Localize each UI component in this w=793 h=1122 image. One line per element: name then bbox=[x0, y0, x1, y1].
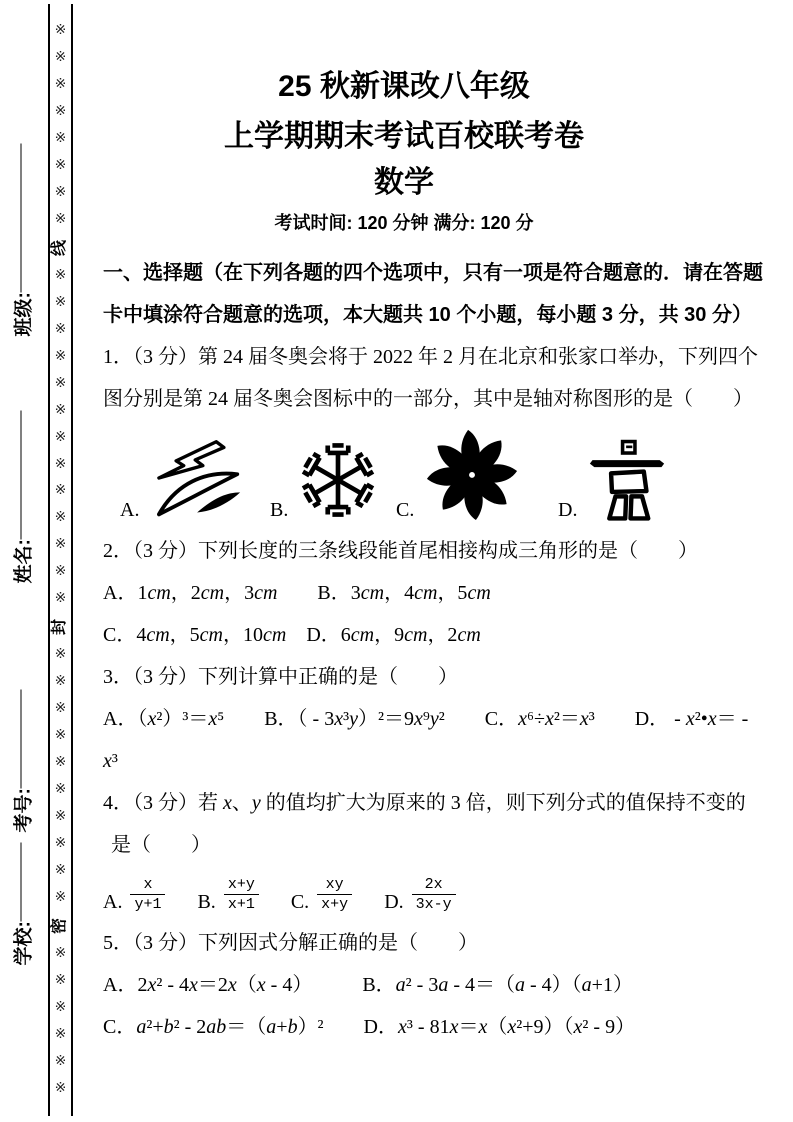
seal-word-char: 密 bbox=[51, 917, 69, 934]
ornate-snowflake-emblem-icon bbox=[295, 438, 381, 522]
q4-option-d-label: D. bbox=[384, 890, 404, 913]
field-exam-number bbox=[10, 690, 34, 833]
seal-mark: ※ bbox=[54, 1080, 67, 1096]
q4-option-b bbox=[197, 875, 258, 914]
q1-option-d-label: D. bbox=[558, 499, 578, 521]
question-flow bbox=[103, 252, 793, 1048]
fraction-denominator: 3x-y bbox=[412, 894, 456, 914]
fraction-denominator: x+y bbox=[317, 894, 352, 914]
q5-options-row1: A．2x² - 4x＝2x（x - 4） B．a² - 3a - 4＝（a - 4）（a+1） bbox=[103, 974, 633, 996]
q1-text-line1: 1．（3 分）第 24 届冬奥会将于 2022 年 2 月在北京和张家口举办，下列四个 bbox=[103, 346, 758, 368]
q4-option-a-label: A. bbox=[103, 890, 123, 913]
seal-mark: ※ bbox=[54, 1053, 67, 1069]
seal-mark: ※ bbox=[54, 537, 67, 553]
fraction-denominator: x+1 bbox=[224, 894, 259, 914]
seal-mark: ※ bbox=[54, 184, 67, 200]
q1-option-b-label: B. bbox=[270, 499, 289, 521]
q4-option-b-label: B. bbox=[197, 890, 216, 913]
seal-mark: ※ bbox=[54, 348, 67, 364]
seal-mark: ※ bbox=[54, 701, 67, 717]
seal-mark: ※ bbox=[54, 321, 67, 337]
seal-mark: ※ bbox=[54, 375, 67, 391]
flower-pinwheel-emblem-icon bbox=[421, 426, 523, 522]
q1-option-b bbox=[270, 438, 381, 522]
q2-options-row1: A．1cm，2cm，3cm B．3cm，4cm，5cm bbox=[103, 582, 491, 604]
q3-options-row1: A．（x²）³＝x⁵ B．（ - 3x³y）²＝9x⁹y² C．x⁶÷x²＝x³ D． - x²•x＝ - bbox=[103, 708, 749, 730]
fraction-numerator: x+y bbox=[227, 875, 255, 893]
seal-mark: ※ bbox=[54, 402, 67, 418]
field-class-blank bbox=[20, 144, 22, 293]
seal-mark: ※ bbox=[54, 211, 67, 227]
field-name bbox=[10, 411, 34, 584]
q1-text-line2: 图分别是第 24 届冬奥会图标中的一部分，其中是轴对称图形的是（ ） bbox=[103, 388, 753, 410]
fraction-denominator: y+1 bbox=[130, 894, 165, 914]
q4-option-a-fraction bbox=[130, 875, 165, 914]
seal-mark: ※ bbox=[54, 591, 67, 607]
exam-subject-title: 数学 bbox=[374, 166, 434, 199]
field-exam-number-blank bbox=[20, 690, 22, 789]
section1-heading-line1: 一、选择题（在下列各题的四个选项中，只有一项是符合题意的．请在答题 bbox=[103, 262, 763, 284]
section1-heading-line2: 卡中填涂符合题意的选项，本大题共 10 个小题，每小题 3 分，共 30 分） bbox=[103, 304, 752, 326]
swoosh-ribbon-emblem-icon bbox=[146, 436, 254, 522]
q1-option-c-label: C. bbox=[396, 499, 415, 521]
seal-word-char: 线 bbox=[51, 239, 69, 256]
q2-text: 2．（3 分）下列长度的三条线段能首尾相接构成三角形的是（ ） bbox=[103, 540, 698, 562]
seal-mark: ※ bbox=[54, 728, 67, 744]
q4-option-a bbox=[103, 875, 165, 914]
exam-title-line2: 上学期期末考试百校联考卷 bbox=[224, 120, 584, 153]
q4-option-c-fraction bbox=[317, 875, 352, 914]
q4-option-b-fraction bbox=[224, 875, 259, 914]
seal-mark: ※ bbox=[54, 456, 67, 472]
seal-mark: ※ bbox=[54, 23, 67, 38]
seal-mark: ※ bbox=[54, 647, 67, 663]
field-name-label: 姓名: bbox=[13, 539, 34, 584]
fraction-numerator: 2x bbox=[424, 875, 443, 893]
seal-mark: ※ bbox=[54, 972, 67, 988]
q4-option-d bbox=[384, 875, 455, 914]
seal-mark: ※ bbox=[54, 836, 67, 852]
seal-mark: ※ bbox=[54, 267, 67, 283]
seal-mark: ※ bbox=[54, 294, 67, 310]
q5-options-row2: C．a²+b² - 2ab＝（a+b）² D．x³ - 81x＝x（x²+9）（x² - 9） bbox=[103, 1016, 636, 1038]
seal-mark: ※ bbox=[54, 157, 67, 173]
field-class bbox=[10, 144, 34, 337]
field-exam-number-label: 考号: bbox=[13, 788, 34, 833]
seal-mark: ※ bbox=[54, 863, 67, 879]
seal-mark: ※ bbox=[54, 429, 67, 445]
q4-options-row bbox=[103, 866, 793, 922]
fraction-numerator: xy bbox=[325, 875, 344, 893]
field-school bbox=[10, 843, 34, 966]
exam-title-line1: 25 秋新课改八年级 bbox=[278, 70, 530, 103]
seal-mark: ※ bbox=[54, 510, 67, 526]
q3-text: 3．（3 分）下列计算中正确的是（ ） bbox=[103, 666, 458, 688]
q1-option-a-label: A. bbox=[120, 499, 140, 521]
seal-word-char: 封 bbox=[51, 619, 69, 636]
q1-option-c bbox=[396, 426, 523, 522]
seal-mark: ※ bbox=[54, 945, 67, 961]
q3-options-row2: x³ bbox=[103, 750, 118, 772]
q4-option-c-label: C. bbox=[290, 890, 310, 913]
q4-text-line1: 4．（3 分）若 x、y 的值均扩大为原来的 3 倍，则下列分式的值保持不变的 bbox=[103, 792, 746, 814]
seal-mark: ※ bbox=[54, 483, 67, 499]
field-name-blank bbox=[20, 411, 22, 540]
seal-mark: ※ bbox=[54, 999, 67, 1015]
q4-option-c bbox=[291, 875, 352, 914]
q1-option-d bbox=[558, 438, 670, 522]
seal-mark: ※ bbox=[54, 103, 67, 119]
inukshuk-emblem-icon bbox=[584, 438, 670, 522]
q5-text: 5．（3 分）下列因式分解正确的是（ ） bbox=[103, 932, 478, 954]
seal-mark: ※ bbox=[54, 76, 67, 92]
fraction-numerator: x bbox=[143, 875, 153, 893]
seal-mark: ※ bbox=[54, 1026, 67, 1042]
seal-mark: ※ bbox=[54, 130, 67, 146]
seal-line-column bbox=[48, 4, 73, 1116]
field-class-label: 班级: bbox=[13, 292, 34, 337]
seal-mark: ※ bbox=[54, 755, 67, 771]
seal-mark: ※ bbox=[54, 890, 67, 905]
seal-mark: ※ bbox=[54, 782, 67, 798]
q1-option-a bbox=[120, 436, 254, 522]
q2-options-row2: C．4cm，5cm，10cm D．6cm，9cm，2cm bbox=[103, 624, 481, 646]
field-school-label: 学校: bbox=[13, 921, 34, 966]
seal-mark: ※ bbox=[54, 49, 67, 65]
field-school-blank bbox=[20, 843, 22, 922]
seal-mark: ※ bbox=[54, 809, 67, 825]
q1-option-icons-row bbox=[103, 420, 793, 530]
seal-mark: ※ bbox=[54, 674, 67, 690]
q4-option-d-fraction bbox=[412, 875, 456, 914]
q4-text-line2: 是（ ） bbox=[111, 834, 211, 856]
seal-mark: ※ bbox=[54, 564, 67, 580]
exam-time-score-info: 考试时间: 120 分钟 满分: 120 分 bbox=[274, 213, 534, 233]
